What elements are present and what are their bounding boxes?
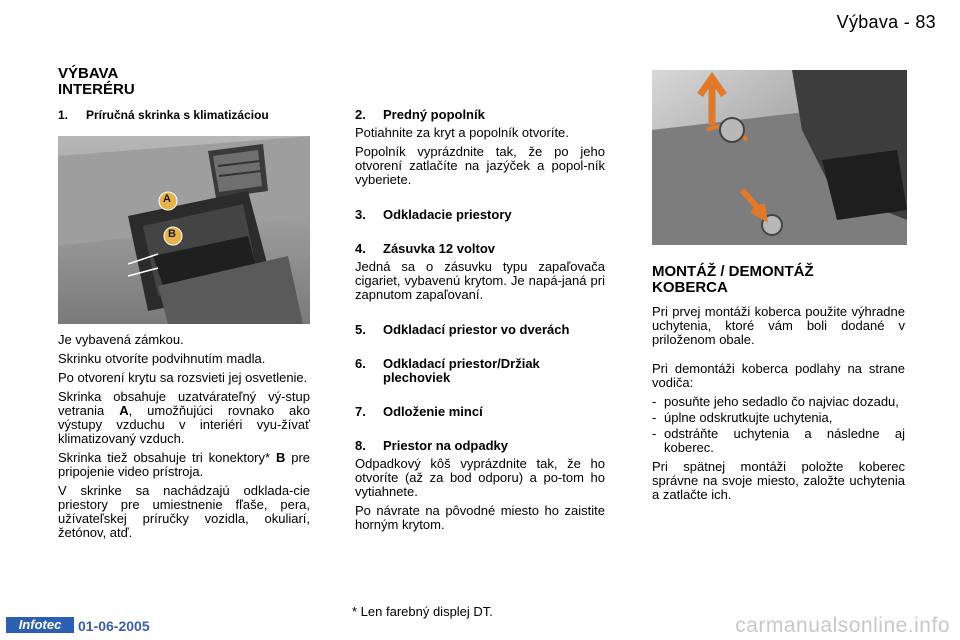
glovebox-photo: [58, 136, 310, 324]
paragraph: Pri prvej montáži koberca použite výhradne uchytenia, ktoré vám boli dodané v priloženom obale.: [652, 304, 905, 347]
middle-column: [355, 108, 605, 537]
paragraph: Skrinka tiež obsahuje tri konektory* B pre pripojenie video prístroja.: [58, 450, 311, 479]
left-item-1-heading: [58, 108, 310, 126]
right-column-text: [652, 305, 905, 507]
section-title-line1: VÝBAVA: [58, 65, 119, 82]
section-title-line1: MONTÁŽ / DEMONTÁŽ: [652, 263, 814, 280]
item-3-heading: 3. Odkladacie priestory: [355, 207, 512, 222]
paragraph: Jedná sa o zásuvku typu zapaľovača cigariet, vybavenú krytom. Je napá-janá pri zapnutom zapaľovaní.: [355, 259, 605, 302]
glovebox-illustration: [58, 136, 310, 324]
section-title-interior: [58, 66, 135, 98]
paragraph: Odpadkový kôš vyprázdnite tak, že ho otvoríte (až za bod odporu) a po-tom ho vytiahnete.: [355, 456, 605, 499]
callout-a-label: A: [163, 193, 171, 205]
removal-steps-list: [652, 395, 905, 455]
paragraph: Pri demontáži koberca podlahy na strane vodiča:: [652, 361, 905, 390]
paragraph: Skrinka obsahuje uzatvárateľný vý-stup vetrania A, umožňujúci rovnako ako výstupy vzduchu v interiéri vyu-žívať klimatizovaný vzduch.: [58, 389, 310, 446]
item-2-heading: 2. Predný popolník: [355, 107, 485, 122]
footnote: * Len farebný displej DT.: [352, 604, 493, 619]
section-title-line2: KOBERCA: [652, 279, 728, 296]
watermark: carmanualsonline.info: [735, 614, 950, 637]
carpet-photo: [652, 70, 907, 245]
paragraph: Po otvorení krytu sa rozsvieti jej osvetlenie.: [58, 370, 308, 385]
paragraph: Popolník vyprázdnite tak, že po jeho otvorení zatlačíte na jazýček a popol-ník vyberiete.: [355, 144, 605, 187]
page-title: Výbava - 83: [836, 12, 936, 32]
paragraph: Je vybavená zámkou.: [58, 332, 184, 347]
item-7-heading: 7. Odloženie mincí: [355, 404, 483, 419]
item-4-heading: 4. Zásuvka 12 voltov: [355, 241, 495, 256]
list-item: - odstráňte uchytenia a následne aj koberec.: [652, 427, 905, 455]
callout-b-label: B: [168, 228, 176, 240]
item-title: Príručná skrinka s klimatizáciou: [86, 108, 269, 122]
list-item: - úplne odskrutkujte uchytenia,: [652, 411, 905, 425]
section-title-line2: INTERÉRU: [58, 81, 135, 98]
item-5-heading: 5. Odkladací priestor vo dverách: [355, 322, 570, 337]
paragraph: Po návrate na pôvodné miesto ho zaistite horným krytom.: [355, 503, 605, 532]
list-item: - posuňte jeho sedadlo čo najviac dozadu,: [652, 395, 905, 409]
item-number: 1.: [58, 108, 69, 122]
paragraph: Skrinku otvoríte podvihnutím madla.: [58, 351, 266, 366]
infotec-logo: Infotec: [6, 617, 74, 633]
left-column-text: [58, 333, 310, 545]
item-6-heading: 6. Odkladací priestor/Držiak plechoviek: [355, 356, 540, 385]
carpet-illustration: [652, 70, 907, 245]
paragraph: Potiahnite za kryt a popolník otvoríte.: [355, 125, 569, 140]
paragraph: V skrinke sa nachádzajú odklada-cie priestory pre umiestnenie fľaše, pera, užívateľskej príručky vozidla, okuliarí, žetónov, atď.: [58, 483, 310, 540]
paragraph: Pri spätnej montáži položte koberec správne na svoje miesto, založte uchytenia a zatlačte ich.: [652, 459, 905, 502]
item-8-heading: 8. Priestor na odpadky: [355, 438, 508, 453]
section-title-carpet: [652, 264, 814, 296]
print-date: 01-06-2005: [78, 618, 150, 634]
